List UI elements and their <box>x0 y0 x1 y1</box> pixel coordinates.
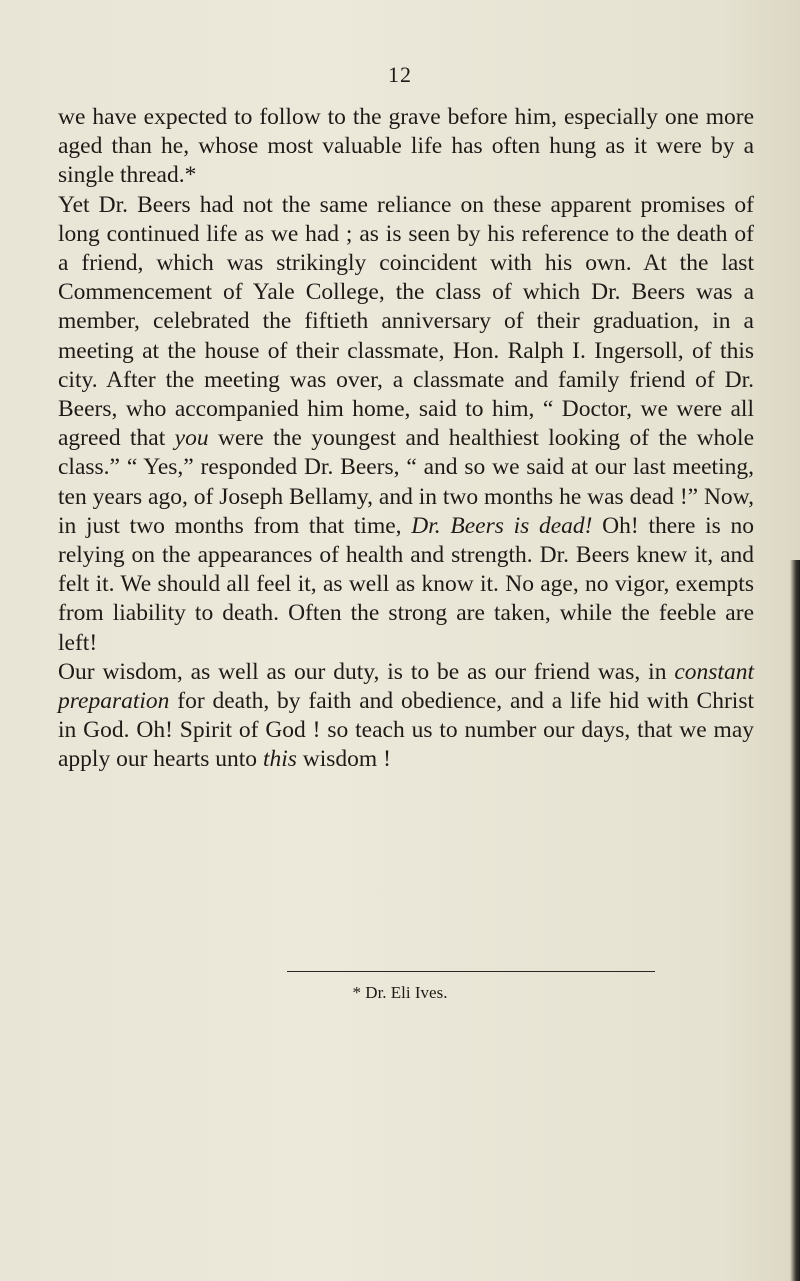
paragraph-1 <box>58 103 754 191</box>
text-run: Oh! there is no relying on the appearances of health and strength. Dr. Beers knew it, and felt it. We should all feel it, as well as know it. No age, no vigor, exempts from liability to death. Often the strong are taken, while the feeble are left! <box>58 512 755 656</box>
italic-run: you <box>174 425 209 452</box>
page-edge-shadow <box>790 560 800 1281</box>
body-text <box>58 103 754 775</box>
paragraph-3 <box>58 658 754 775</box>
paragraph-2 <box>58 191 754 658</box>
text-run: Our wisdom, as well as our duty, is to be as our friend was, in <box>58 658 675 685</box>
footnote-divider <box>287 971 655 972</box>
text-run: Yet Dr. Beers had not the same reliance on these apparent promises of long continued life as we had ; as is seen by his reference to the death of a friend, which was strikingly coincident with his own. At the last Commencement of Yale College, the class of which Dr. Beers was a member, celebrated the fiftieth anniversary of their graduation, in a meeting at the house of their classmate, Hon. Ralph I. Ingersoll, of this city. After the meeting was over, a classmate and family friend of Dr. Beers, who accompanied him home, said to him, “ Doctor, we were all agreed that <box>58 191 754 452</box>
italic-run: constant preparation <box>58 658 754 715</box>
footnote: * Dr. Eli Ives. <box>352 983 448 1002</box>
text-run: wisdom ! <box>296 746 391 773</box>
text-run: we have expected to follow to the grave before him, especially one more aged than he, whose most valuable life has often hung as it were by a single thread.* <box>58 104 754 189</box>
text-run: for death, by faith and obedience, and a life hid with Christ in God. Oh! Spirit of God ! so teach us to number our days, that we may apply our hearts unto <box>58 688 754 773</box>
italic-run: Dr. Beers is dead! <box>411 512 593 539</box>
text-run: were the youngest and healthiest looking of the whole class.” “ Yes,” responded Dr. Beers, “ and so we said at our last meeting, ten years ago, of Joseph Bellamy, and in two months he was dead !” Now, in just two months from that time, <box>58 425 754 539</box>
page-number: 12 <box>388 62 412 87</box>
italic-run: this <box>262 746 297 773</box>
